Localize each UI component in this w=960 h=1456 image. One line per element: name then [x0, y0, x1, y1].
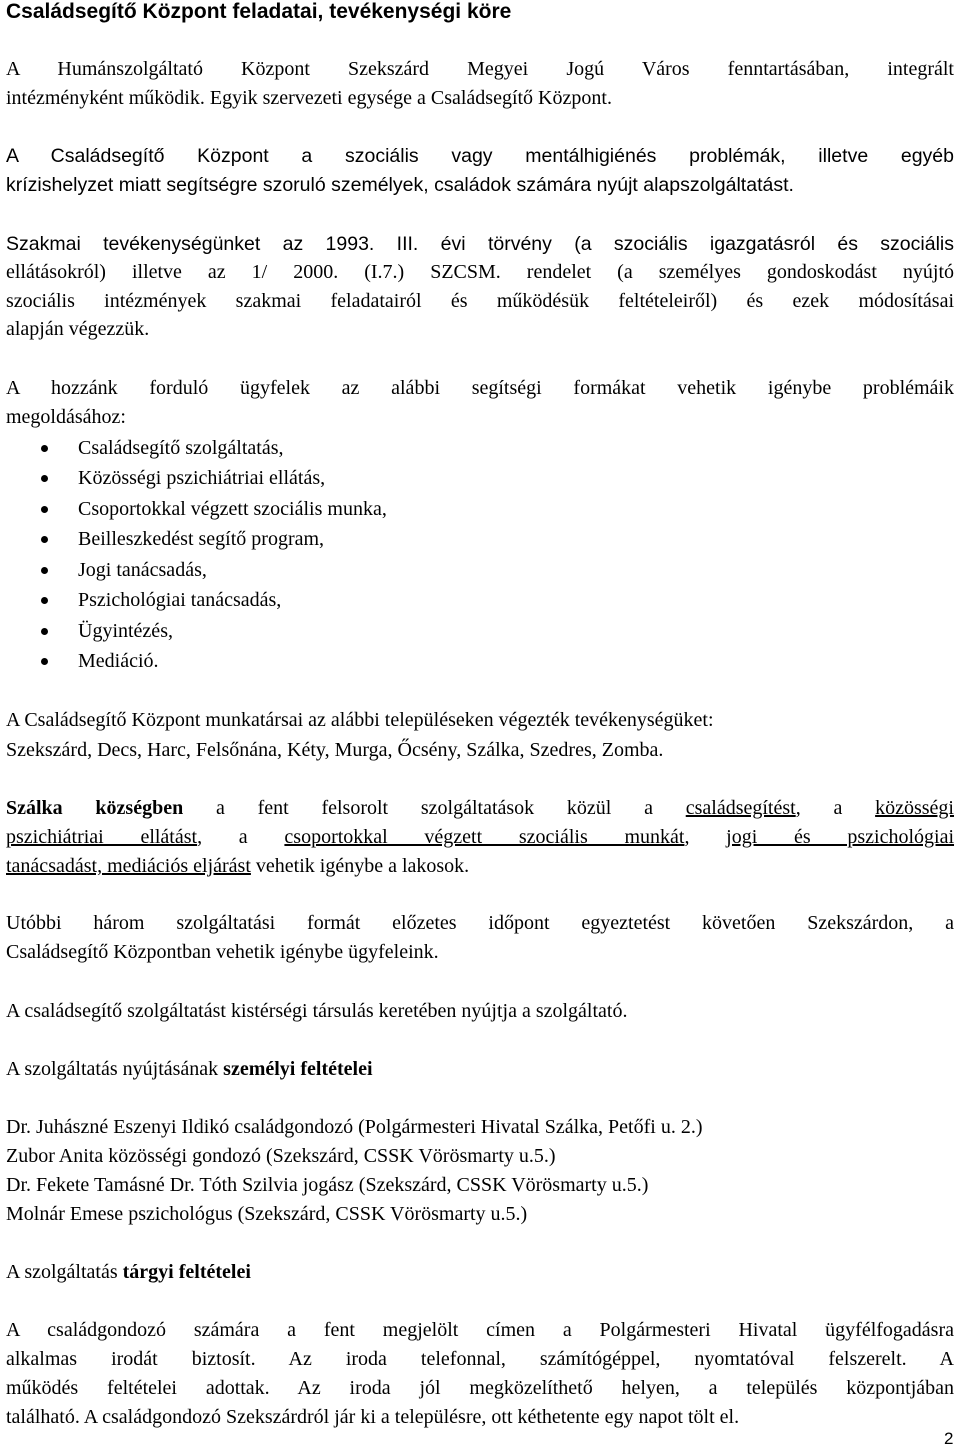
services-intro-line-2: megoldásához: — [6, 406, 126, 428]
text-span: A szolgáltatás nyújtásának — [6, 1058, 224, 1080]
legal-basis-line-1: Szakmai tevékenységünket az 1993. III. évi törvény (a szociális igazgatásról és szociális — [6, 233, 954, 255]
underlined-service: csoportokkal végzett szociális munkát — [284, 826, 685, 848]
office-paragraph-line-2: alkalmas irodát biztosít. Az iroda telefonnal, számítógéppel, nyomtatóval felszerelt. A — [6, 1348, 954, 1370]
staff-line: Molnár Emese pszichológus (Szekszárd, CSSK Vörösmarty u.5.) — [6, 1203, 528, 1225]
underlined-service: közösségi — [875, 797, 954, 819]
intro-paragraph-line-1: A Humánszolgáltató Központ Szekszárd Megyei Jogú Város fenntartásában, integrált — [6, 58, 954, 80]
text-span: vehetik igénybe a lakosok. — [250, 855, 470, 877]
staff-line: Dr. Juhászné Eszenyi Ildikó családgondozó (Polgármesteri Hivatal Szálka, Petőfi u. 2.) — [6, 1116, 703, 1138]
text-span: , a — [197, 826, 285, 848]
list-item-label: Mediáció. — [78, 650, 159, 672]
staff-line: Zubor Anita közösségi gondozó (Szekszárd, CSSK Vörösmarty u.5.) — [6, 1145, 556, 1167]
appointment-line-2: Családsegítő Központban vehetik igénybe ügyfeleink. — [6, 941, 439, 963]
settlements-line-1: A Családsegítő Központ munkatársai az alábbi településeken végezték tevékenységüket: — [6, 709, 714, 731]
mission-paragraph-line-2: krízishelyzet miatt segítségre szoruló személyek, családok számára nyújt alapszolgáltatást. — [6, 174, 794, 196]
legal-basis-line-3: szociális intézmények szakmai feladatairól és működésük feltételeiről) és ezek módosításai — [6, 290, 954, 312]
underlined-service: jogi és pszichológiai — [726, 826, 955, 848]
text-span: , a — [795, 797, 876, 819]
bullet-icon — [41, 506, 48, 513]
page-number: 2 — [944, 1429, 954, 1448]
list-item-label: Családsegítő szolgáltatás, — [78, 437, 284, 459]
text-span: a fent felsorolt szolgáltatások közül a — [183, 797, 686, 819]
services-intro-line-1: A hozzánk forduló ügyfelek az alábbi segítségi formákat vehetik igénybe problémáik — [6, 377, 954, 399]
office-paragraph-line-3: működés feltételei adottak. Az iroda jól megközelíthető helyen, a település központjában — [6, 1377, 954, 1399]
staff-line: Dr. Fekete Tamásné Dr. Tóth Szilvia jogász (Szekszárd, CSSK Vörösmarty u.5.) — [6, 1174, 649, 1196]
intro-paragraph-line-2: intézményként működik. Egyik szervezeti egysége a Családsegítő Központ. — [6, 87, 612, 109]
list-item-label: Közösségi pszichiátriai ellátás, — [78, 467, 326, 489]
material-heading-bold: tárgyi feltételei — [122, 1261, 251, 1283]
settlements-line-2: Szekszárd, Decs, Harc, Felsőnána, Kéty, Murga, Őcsény, Szálka, Szedres, Zomba. — [6, 739, 664, 761]
appointment-line-1: Utóbbi három szolgáltatási formát előzetes időpont egyeztetést követően Szekszárdon, a — [6, 912, 954, 934]
legal-basis-line-2: ellátásokról) illetve az 1/ 2000. (I.7.) SZCSM. rendelet (a személyes gondoskodást nyújtó — [6, 261, 954, 283]
list-item-label: Ügyintézés, — [78, 620, 173, 642]
legal-basis-line-4: alapján végezzük. — [6, 318, 150, 340]
bullet-icon — [41, 445, 48, 452]
page-title: Családsegítő Központ feladatai, tevékenységi köre — [6, 0, 512, 23]
bullet-icon — [41, 658, 48, 665]
szalka-paragraph-line-3 — [6, 854, 954, 878]
bullet-icon — [41, 597, 48, 604]
szalka-bold-label: Szálka községben — [6, 797, 184, 819]
underlined-service: családsegítést — [685, 797, 796, 819]
underlined-service: tanácsadást, mediációs eljárást — [6, 855, 251, 877]
underlined-service: pszichiátriai ellátást — [6, 826, 198, 848]
szalka-paragraph-line-1 — [6, 796, 954, 820]
bullet-icon — [41, 475, 48, 482]
bullet-icon — [41, 536, 48, 543]
bullet-icon — [41, 628, 48, 635]
list-item-label: Jogi tanácsadás, — [78, 559, 207, 581]
text-span: A szolgáltatás — [6, 1261, 123, 1283]
list-item-label: Beilleszkedést segítő program, — [78, 528, 325, 550]
mission-paragraph-line-1: A Családsegítő Központ a szociális vagy mentálhigiénés problémák, illetve egyéb — [6, 145, 954, 167]
bullet-icon — [41, 567, 48, 574]
association-paragraph: A családsegítő szolgáltatást kistérségi társulás keretében nyújtja a szolgáltató. — [6, 1000, 628, 1022]
material-conditions-heading — [6, 1260, 954, 1284]
szalka-paragraph-line-2 — [6, 825, 954, 849]
office-paragraph-line-1: A családgondozó számára a fent megjelölt címen a Polgármesteri Hivatal ügyfélfogadásra — [6, 1319, 954, 1341]
personnel-heading-bold: személyi feltételei — [223, 1058, 373, 1080]
text-span: , — [684, 826, 727, 848]
personnel-heading — [6, 1057, 954, 1081]
list-item-label: Pszichológiai tanácsadás, — [78, 589, 282, 611]
office-paragraph-line-4: található. A családgondozó Szekszárdról jár ki a településre, ott kéthetente egy napot tölt el. — [6, 1406, 740, 1428]
list-item-label: Csoportokkal végzett szociális munka, — [78, 498, 387, 520]
